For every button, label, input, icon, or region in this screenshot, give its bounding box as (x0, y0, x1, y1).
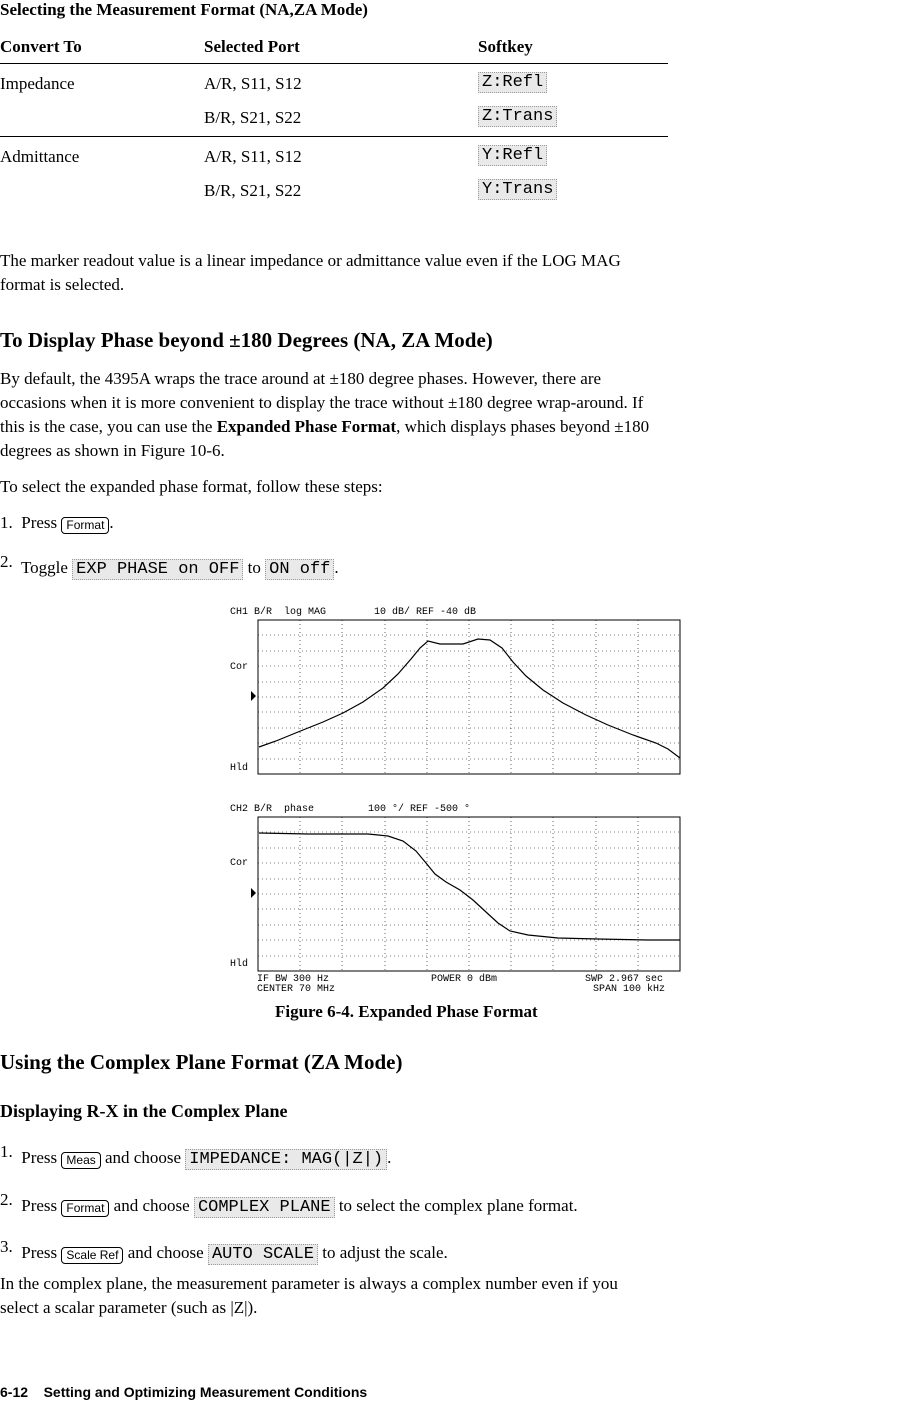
instrument-screen (228, 600, 684, 995)
step-text: and choose (113, 1196, 190, 1215)
paragraph-line: In the complex plane, the measurement parameter is always a complex number even if you (0, 1274, 618, 1293)
format-key[interactable]: Format (61, 517, 109, 534)
scale-ref-key[interactable]: Scale Ref (61, 1247, 123, 1264)
note-line: format is selected. (0, 275, 125, 294)
ch2-grid (258, 817, 680, 971)
table-cell: B/R, S21, S22 (204, 108, 302, 127)
softkey-exp-phase[interactable]: EXP PHASE on OFF (72, 559, 243, 580)
softkey-impedance-mag[interactable]: IMPEDANCE: MAG(|Z|) (185, 1149, 387, 1170)
table-cell: Admittance (0, 147, 80, 166)
softkey-auto-scale[interactable]: AUTO SCALE (208, 1244, 318, 1265)
table-cell: Impedance (0, 74, 75, 93)
subheading-rx: Displaying R-X in the Complex Plane (0, 1101, 288, 1121)
paragraph-text: , which displays phases beyond ±180 (396, 417, 650, 436)
paragraph-line: select a scalar parameter (such as |Z|). (0, 1298, 258, 1317)
span-label: SPAN 100 kHz (593, 984, 666, 995)
table-header-port: Selected Port (204, 37, 300, 56)
softkey-on-off[interactable]: ON off (265, 559, 334, 580)
meas-key[interactable]: Meas (61, 1152, 100, 1169)
figure-caption: Figure 6-4. Expanded Phase Format (275, 1002, 538, 1021)
step-text: Press (21, 1243, 58, 1262)
ch1-trace (259, 639, 680, 758)
ch2-hld-label: Hld (230, 959, 249, 970)
step-text: to (247, 558, 261, 577)
paragraph-line: degrees as shown in Figure 10-6. (0, 441, 225, 460)
table-header-convert: Convert To (0, 37, 82, 56)
complex-step-1 (0, 1140, 391, 1171)
ch2-header: CH2 B/R phase 100 °/ REF -500 ° (230, 804, 471, 815)
table-cell: A/R, S11, S12 (204, 74, 302, 93)
steps-intro: To select the expanded phase format, follow these steps: (0, 477, 383, 496)
softkey-z-refl[interactable]: Z:Refl (478, 72, 547, 93)
step-text: . (334, 558, 339, 577)
softkey-y-refl[interactable]: Y:Refl (478, 145, 547, 166)
table-header-softkey: Softkey (478, 37, 533, 56)
note-line: The marker readout value is a linear impedance or admittance value even if the LOG MAG (0, 251, 621, 270)
paragraph-text: this is the case, you can use the (0, 417, 217, 436)
ch2-cor-label: Cor (230, 858, 249, 869)
table-rule-top (0, 63, 668, 64)
table-cell: A/R, S11, S12 (204, 147, 302, 166)
complex-step-2 (0, 1188, 578, 1219)
ch1-marker-arrow-icon (251, 691, 256, 701)
section-heading-phase: To Display Phase beyond ±180 Degrees (NA, ZA Mode) (0, 328, 493, 352)
step-text: to adjust the scale. (322, 1243, 448, 1262)
step-text: Press (21, 513, 58, 532)
bold-term: Expanded Phase Format (216, 417, 397, 436)
screen-graphic (228, 600, 684, 995)
paragraph-line: occasions when it is more convenient to display the trace without ±180 degree wrap-around. If (0, 393, 644, 412)
section-heading-format: Selecting the Measurement Format (NA,ZA Mode) (0, 0, 368, 19)
step-text: . (387, 1148, 392, 1167)
paragraph-line: By default, the 4395A wraps the trace around at ±180 degree phases. However, there are (0, 369, 602, 388)
ch1-hld-label: Hld (230, 763, 249, 774)
page-number: 6-12 (0, 1384, 29, 1400)
step-text: Press (21, 1196, 58, 1215)
softkey-complex-plane[interactable]: COMPLEX PLANE (194, 1197, 335, 1218)
step-text: to select the complex plane format. (338, 1196, 578, 1215)
center-label: CENTER 70 MHz (257, 984, 336, 995)
step-number: 2. (0, 552, 13, 571)
step-2 (0, 550, 339, 581)
if-bw-label: IF BW 300 Hz (257, 974, 330, 985)
format-key[interactable]: Format (61, 1200, 109, 1217)
step-text: . (109, 513, 114, 532)
paragraph-line (0, 415, 649, 438)
ch2-trace (259, 833, 680, 940)
power-label: POWER 0 dBm (431, 974, 498, 985)
step-1 (0, 511, 114, 534)
step-text: Toggle (20, 558, 68, 577)
step-number: 1. (0, 513, 13, 532)
step-number: 2. (0, 1190, 13, 1209)
softkey-z-trans[interactable]: Z:Trans (478, 106, 557, 127)
table-rule-mid (0, 136, 668, 137)
page-footer (0, 1384, 367, 1400)
step-number: 3. (0, 1237, 13, 1256)
softkey-y-trans[interactable]: Y:Trans (478, 179, 557, 200)
ch1-header: CH1 B/R log MAG 10 dB/ REF -40 dB (230, 607, 477, 618)
ch1-cor-label: Cor (230, 662, 249, 673)
step-text: and choose (105, 1148, 182, 1167)
chapter-title: Setting and Optimizing Measurement Conditions (43, 1384, 368, 1400)
step-number: 1. (0, 1142, 13, 1161)
step-text: Press (21, 1148, 58, 1167)
table-cell: B/R, S21, S22 (204, 181, 302, 200)
complex-step-3 (0, 1235, 448, 1266)
step-text: and choose (127, 1243, 204, 1262)
ch1-grid (258, 620, 680, 774)
ch2-marker-arrow-icon (251, 888, 256, 898)
sweep-time-label: SWP 2.967 sec (585, 974, 664, 985)
section-heading-complex: Using the Complex Plane Format (ZA Mode) (0, 1050, 403, 1074)
